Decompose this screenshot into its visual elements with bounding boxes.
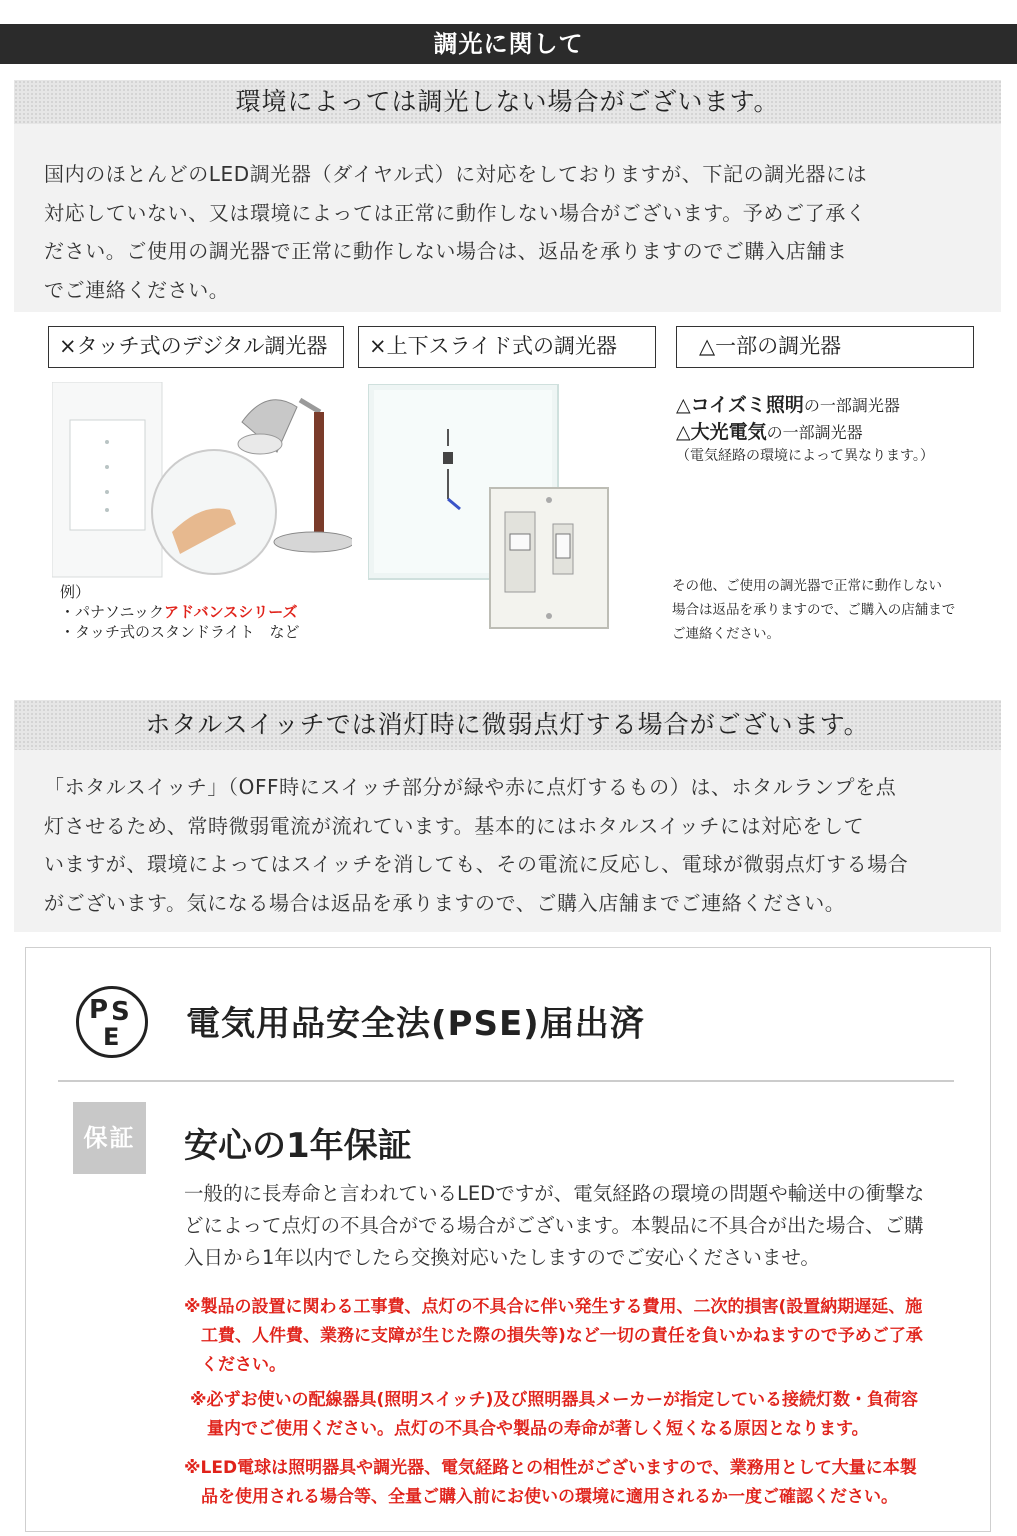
pse-logo-e: E [103, 1023, 120, 1051]
section-title-bar [0, 24, 1017, 64]
warranty-badge: 保証 [73, 1102, 146, 1174]
touch-dimmer-image [52, 382, 352, 582]
dimming-body [44, 155, 981, 309]
partial-line-koizumi-suffix: の一部調光器 [803, 396, 900, 415]
warranty-note-line: ください。 [184, 1355, 286, 1375]
warranty-note-3 [184, 1454, 984, 1512]
warranty-body-line: どによって点灯の不具合がでる場合がございます。本製品に不具合が出た場合、ご購 [184, 1214, 924, 1237]
warranty-title: 安心の1年保証 [184, 1126, 412, 1166]
partial-dimmer-tag: △一部の調光器 [676, 326, 974, 368]
hotaru-body-line: いますが、環境によってはスイッチを消しても、その電流に反応し、電球が微弱点灯する場合 [44, 852, 909, 876]
warranty-body-line: 一般的に長寿命と言われているLEDですが、電気経路の環境の問題や輸送中の衝撃な [184, 1182, 925, 1205]
touch-dimmer-tag: ×タッチ式のデジタル調光器 [48, 326, 344, 368]
pse-title: 電気用品安全法(PSE)届出済 [186, 1004, 645, 1044]
slide-dimmer-image [368, 384, 618, 634]
hotaru-body-line: 灯させるため、常時微弱電流が流れています。基本的にはホタルスイッチには対応をして [44, 813, 865, 838]
slide-dimmer-illustration [368, 384, 618, 634]
warranty-note-line: 量内でご使用ください。点灯の不具合や製品の寿命が著しく短くなる原因となります。 [190, 1419, 869, 1439]
pse-logo-p: P [89, 995, 109, 1025]
warranty-note-line: 工費、人件費、業務に支障が生じた際の損失等)など一切の責任を負いかねますので予めご了承 [184, 1326, 923, 1346]
touch-example-brand: ・パナソニック [60, 603, 164, 621]
partial-dimmer-info [676, 392, 996, 466]
warranty-note-2 [190, 1386, 990, 1444]
touch-example [60, 582, 360, 642]
slide-dimmer-tag: ×上下スライド式の調光器 [358, 326, 656, 368]
touch-example-prefix: 例） [60, 583, 91, 601]
touch-example-line2: ・タッチ式のスタンドライト など [60, 623, 300, 641]
touch-example-line1 [60, 602, 360, 622]
warranty-note-line: 品を使用される場合等、全量ご購入前にお使いの環境に適用されるか一度ご確認ください。 [184, 1487, 898, 1507]
partial-other-note-line: ご連絡ください。 [672, 626, 780, 642]
section-title: 調光に関して [433, 30, 584, 58]
warranty-body [184, 1178, 974, 1274]
dimming-body-line: ださい。ご使用の調光器で正常に動作しない場合は、返品を承りますのでご購入店舗ま [44, 239, 848, 263]
warranty-note-line: ※製品の設置に関わる工事費、点灯の不具合に伴い発生する費用、二次的損害(設置納期遅延、施 [184, 1297, 923, 1317]
dimming-heading: 環境によっては調光しない場合がございます。 [14, 80, 1001, 124]
dimming-body-line: 対応していない、又は環境によっては正常に動作しない場合がございます。予めご了承く [44, 200, 867, 225]
pse-logo-s: S [111, 997, 130, 1027]
info-box [25, 947, 991, 1532]
partial-line-note: （電気経路の環境によって異なります。） [676, 448, 934, 464]
partial-other-note [672, 574, 1002, 646]
partial-line-daiko [676, 419, 996, 446]
pse-logo [76, 986, 148, 1058]
partial-other-note-line: 場合は返品を承りますので、ご購入の店舗まで [672, 602, 956, 618]
warranty-note-line: ※必ずお使いの配線器具(照明スイッチ)及び照明器具メーカーが指定している接続灯数・負荷容 [190, 1390, 919, 1410]
hotaru-body-line: がございます。気になる場合は返品を承りますので、ご購入店舗までご連絡ください。 [44, 890, 846, 915]
dimming-body-line: 国内のほとんどのLED調光器（ダイヤル式）に対応をしておりますが、下記の調光器には [44, 162, 868, 186]
hotaru-body-line: 「ホタルスイッチ」（OFF時にスイッチ部分が緑や赤に点灯するもの）は、ホタルランプを点 [44, 775, 897, 799]
warranty-note-line: ※LED電球は照明器具や調光器、電気経路との相性がございますので、業務用として大量に本製 [184, 1458, 917, 1478]
dimming-panel [14, 80, 1001, 312]
touch-dimmer-illustration [52, 382, 352, 582]
hotaru-panel [14, 700, 1001, 932]
partial-line-daiko-suffix: の一部調光器 [766, 423, 863, 442]
warranty-body-line: 入日から1年以内でしたら交換対応いたしますのでご安心くださいませ。 [184, 1246, 820, 1269]
partial-other-note-line: その他、ご使用の調光器で正常に動作しない [672, 578, 942, 594]
partial-line-koizumi [676, 392, 996, 419]
partial-line-koizumi-main: △コイズミ照明 [676, 394, 804, 416]
hotaru-body [44, 768, 981, 922]
warranty-note-1 [184, 1293, 984, 1380]
touch-example-series: アドバンスシリーズ [163, 603, 298, 621]
divider [58, 1080, 954, 1082]
hotaru-heading: ホタルスイッチでは消灯時に微弱点灯する場合がございます。 [14, 700, 1001, 750]
partial-line-daiko-main: △大光電気 [676, 421, 767, 443]
dimming-body-line: でご連絡ください。 [44, 277, 230, 302]
